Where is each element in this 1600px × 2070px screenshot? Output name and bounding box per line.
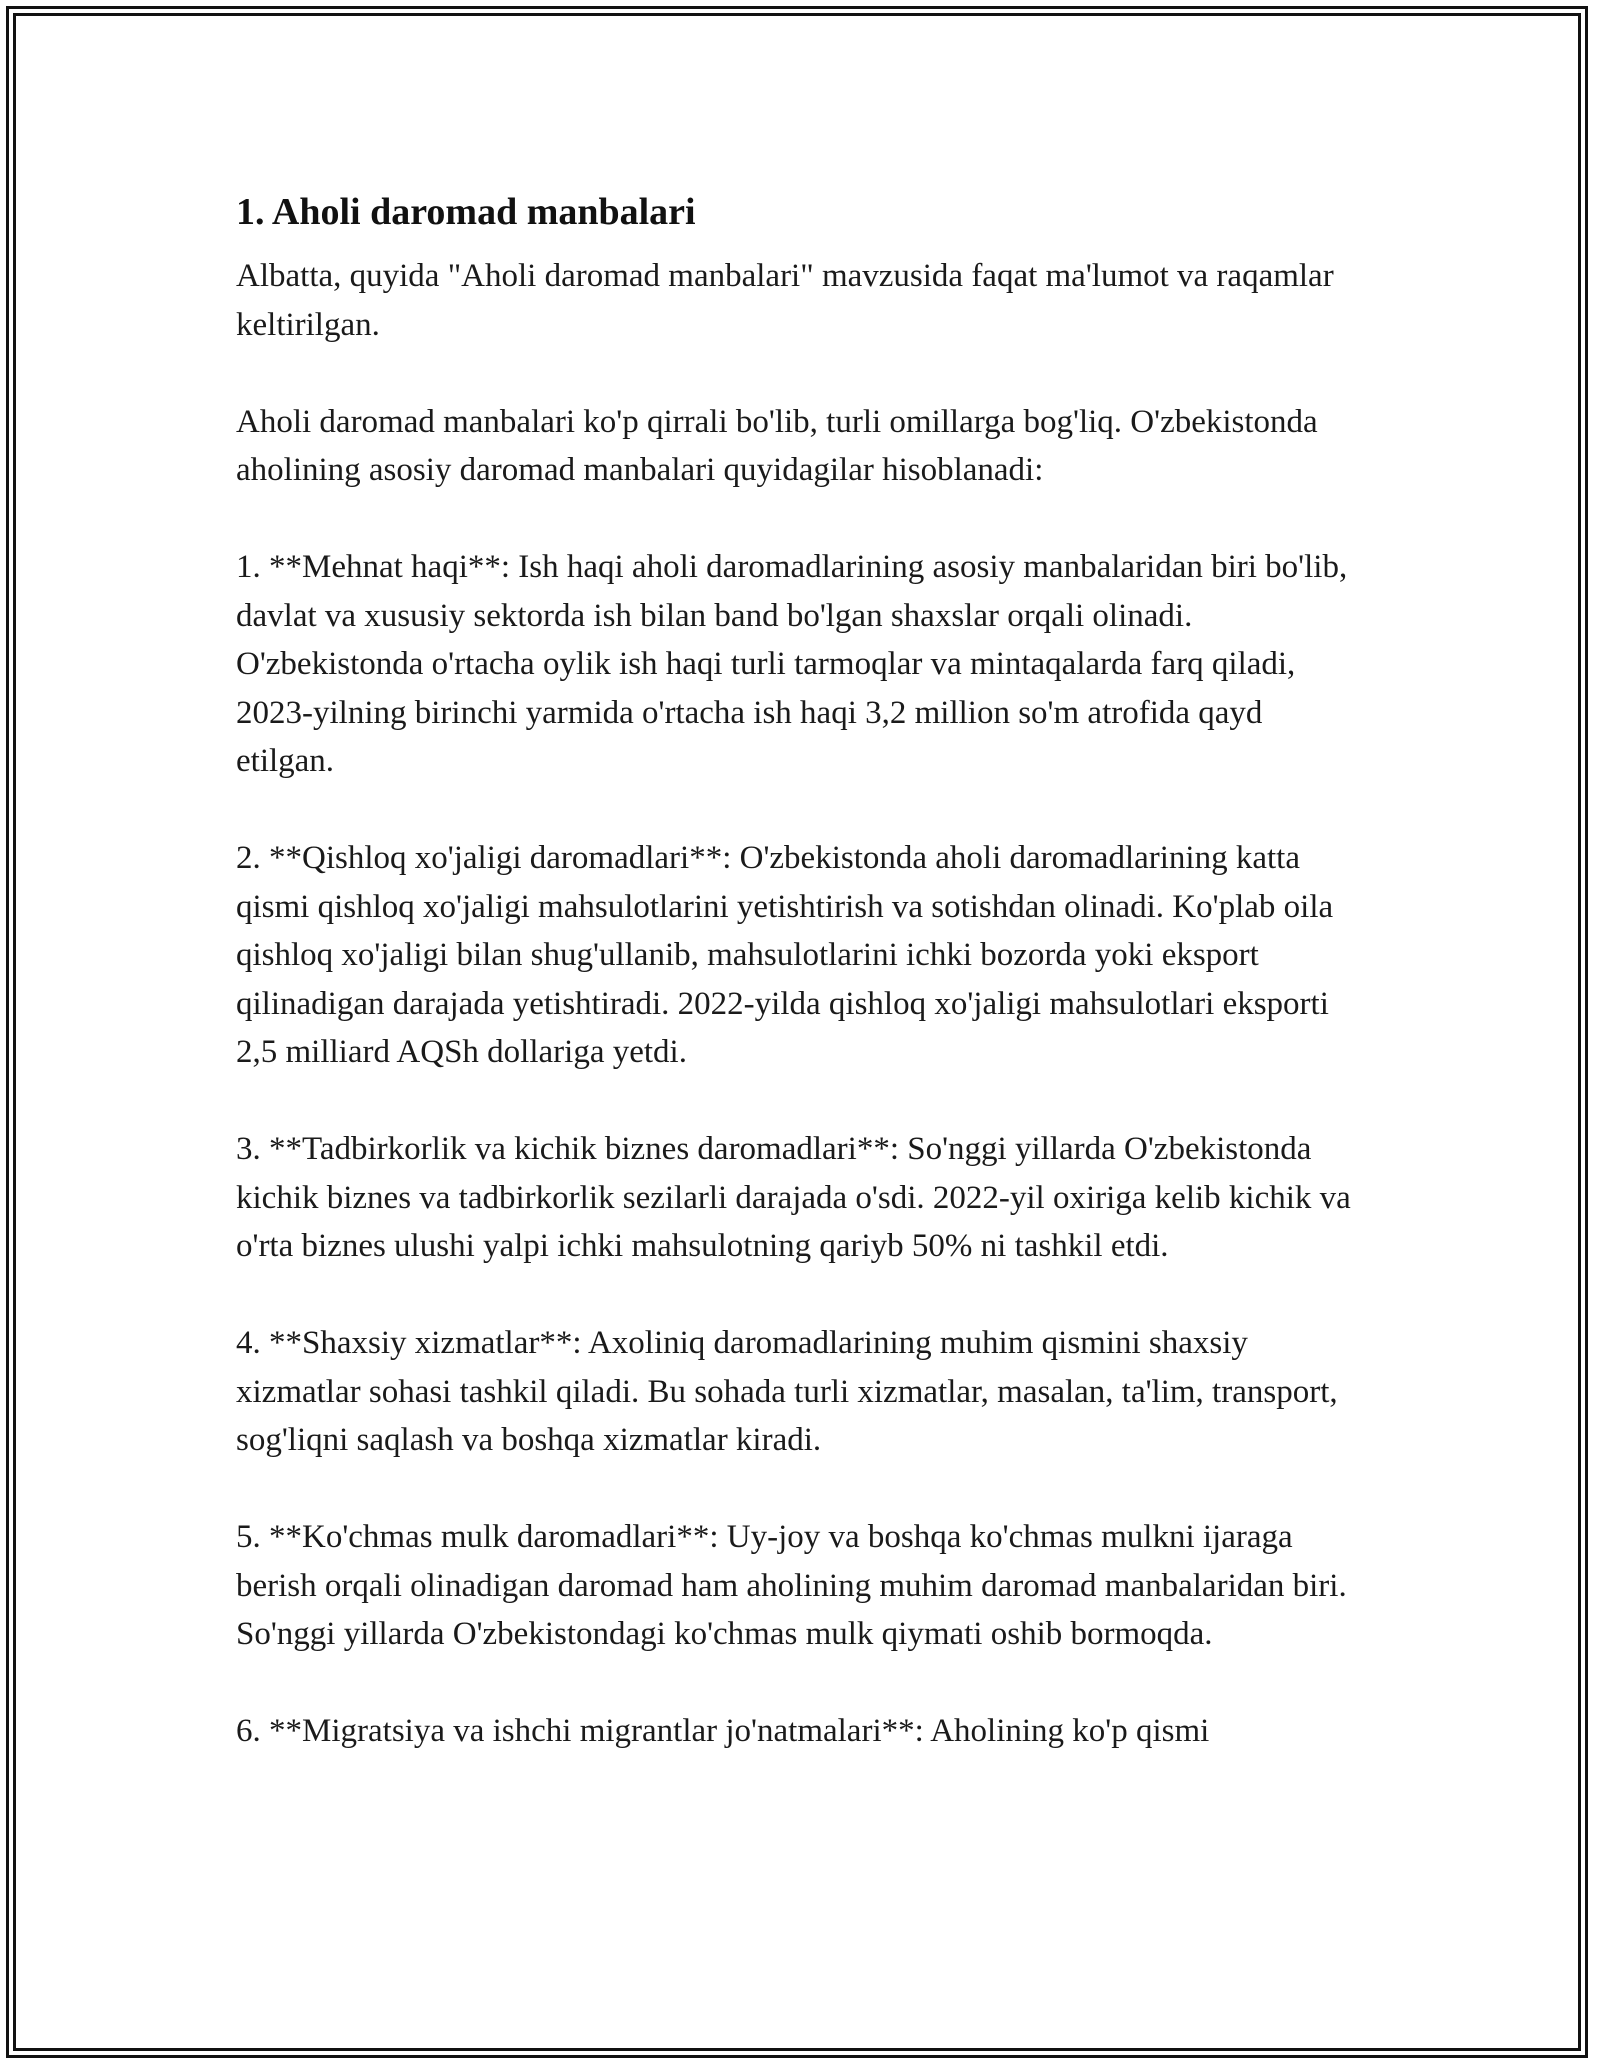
paragraph-item-1-wages: 1. **Mehnat haqi**: Ish haqi aholi daromadlarining asosiy manbalaridan biri bo'lib, davlat va xususiy sektorda ish bilan band bo'lgan shaxslar orqali olinadi. O'zbekistonda o'rtacha oylik ish haqi turli tarmoqlar va mintaqalarda farq qiladi, 2023-yilning birinchi yarmida o'rtacha ish haqi 3,2 million so'm atrofida qayd etilgan.: [236, 549, 1348, 779]
paragraph-item-2-agriculture: 2. **Qishloq xo'jaligi daromadlari**: O'zbekistonda aholi daromadlarining katta qismi qishloq xo'jaligi mahsulotlarini yetishtirish va sotishdan olinadi. Ko'plab oila qishloq xo'jaligi bilan shug'ullanib, mahsulotlarini ichki bozorda yoki eksport qilinadigan darajada yetishtiradi. 2022-yilda qishloq xo'jaligi mahsulotlari eksporti 2,5 milliard AQSh dollariga yetdi.: [236, 840, 1334, 1070]
paragraph-item-3-business: 3. **Tadbirkorlik va kichik biznes daromadlari**: So'nggi yillarda O'zbekistonda kichik biznes va tadbirkorlik sezilarli darajada o'sdi. 2022-yil oxiriga kelib kichik va o'rta biznes ulushi yalpi ichki mahsulotning qariyb 50% ni tashkil etdi.: [236, 1131, 1351, 1264]
paragraph-item-5-real-estate: 5. **Ko'chmas mulk daromadlari**: Uy-joy va boshqa ko'chmas mulkni ijaraga berish orqali olinadigan daromad ham aholining muhim daromad manbalaridan biri. So'nggi yillarda O'zbekistondagi ko'chmas mulk qiymati oshib bormoqda.: [236, 1519, 1347, 1652]
document-title: 1. Aholi daromad manbalari: [236, 191, 696, 233]
paragraph-item-4-services: 4. **Shaxsiy xizmatlar**: Axoliniq daromadlarining muhim qismini shaxsiy xizmatlar sohasi tashkil qiladi. Bu sohada turli xizmatlar, masalan, ta'lim, transport, sog'liqni saqlash va boshqa xizmatlar kiradi.: [236, 1325, 1338, 1458]
paragraph-overview: Aholi daromad manbalari ko'p qirrali bo'lib, turli omillarga bog'liq. O'zbekistonda aholining asosiy daromad manbalari quyidagilar hisoblanadi:: [236, 403, 1318, 488]
document-body: [236, 186, 1366, 1804]
paragraph-intro: Albatta, quyida "Aholi daromad manbalari" mavzusida faqat ma'lumot va raqamlar keltirilgan.: [236, 258, 1334, 343]
paragraph-item-6-migration: 6. **Migratsiya va ishchi migrantlar jo'natmalari**: Aholining ko'p qismi: [236, 1713, 1210, 1749]
